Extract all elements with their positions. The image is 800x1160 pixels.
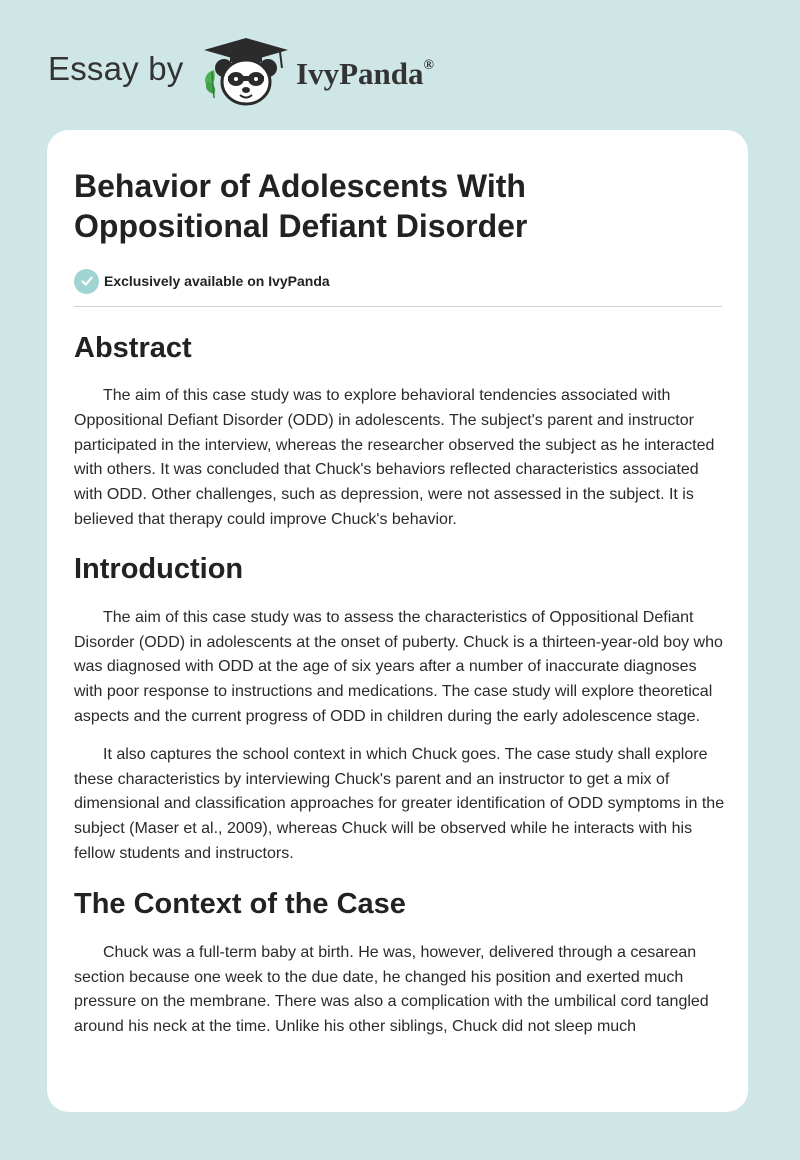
section-heading-abstract: Abstract — [74, 332, 192, 364]
site-header — [0, 0, 800, 120]
article-card — [47, 130, 748, 1112]
registered-mark: ® — [423, 57, 434, 73]
exclusive-label: Exclusively available on IvyPanda — [104, 273, 330, 289]
paragraph: It also captures the school context in which Chuck goes. The case study shall explore these characteristics by interviewing Chuck's parent and an instructor to get a mix of dimensional and classification approaches for greater identification of ODD symptoms in the subject (Maser et al., 2009), whereas Chuck will be observed while he interacts with his fellow students and instructors. — [74, 745, 725, 862]
paragraph: The aim of this case study was to assess the characteristics of Oppositional Defiant Disorder (ODD) in adolescents at the onset of puberty. Chuck is a thirteen-year-old boy who was diagnosed with ODD at the age of six years after a number of inaccurate diagnoses with poor response to instructions and medications. The case study will explore theoretical aspects and the current progress of ODD in children during the early adolescence stage. — [74, 608, 723, 725]
paragraph: The aim of this case study was to explore behavioral tendencies associated with Oppositional Defiant Disorder (ODD) in adolescents. The subject's parent and instructor participated in the interview, whereas the researcher observed the subject as he interacted with others. It was concluded that Chuck's behaviors reflected characteristics associated with ODD. Other challenges, such as depression, were not assessed in the subject. It is believed that therapy could improve Chuck's behavior. — [74, 387, 715, 528]
exclusive-badge — [74, 268, 722, 294]
essay-by-label: Essay by — [48, 50, 184, 87]
paragraph: Chuck was a full-term baby at birth. He was, however, delivered through a cesarean section because one week to the due date, he changed his position and exerted much pressure on the membrane. There was also a complication with the umbilical cord tangled around his neck at the time. Unlike his other siblings, Chuck did not sleep much — [74, 943, 709, 1036]
divider — [74, 306, 722, 307]
section-heading-context: The Context of the Case — [74, 887, 406, 920]
brand-label: IvyPanda — [296, 56, 424, 91]
section-heading-introduction: Introduction — [74, 552, 244, 585]
check-icon — [74, 269, 99, 294]
panda-logo-icon[interactable] — [200, 36, 292, 108]
brand-name[interactable] — [296, 56, 434, 92]
page-title: Behavior of Adolescents With Oppositional Defiant Disorder — [74, 168, 528, 244]
